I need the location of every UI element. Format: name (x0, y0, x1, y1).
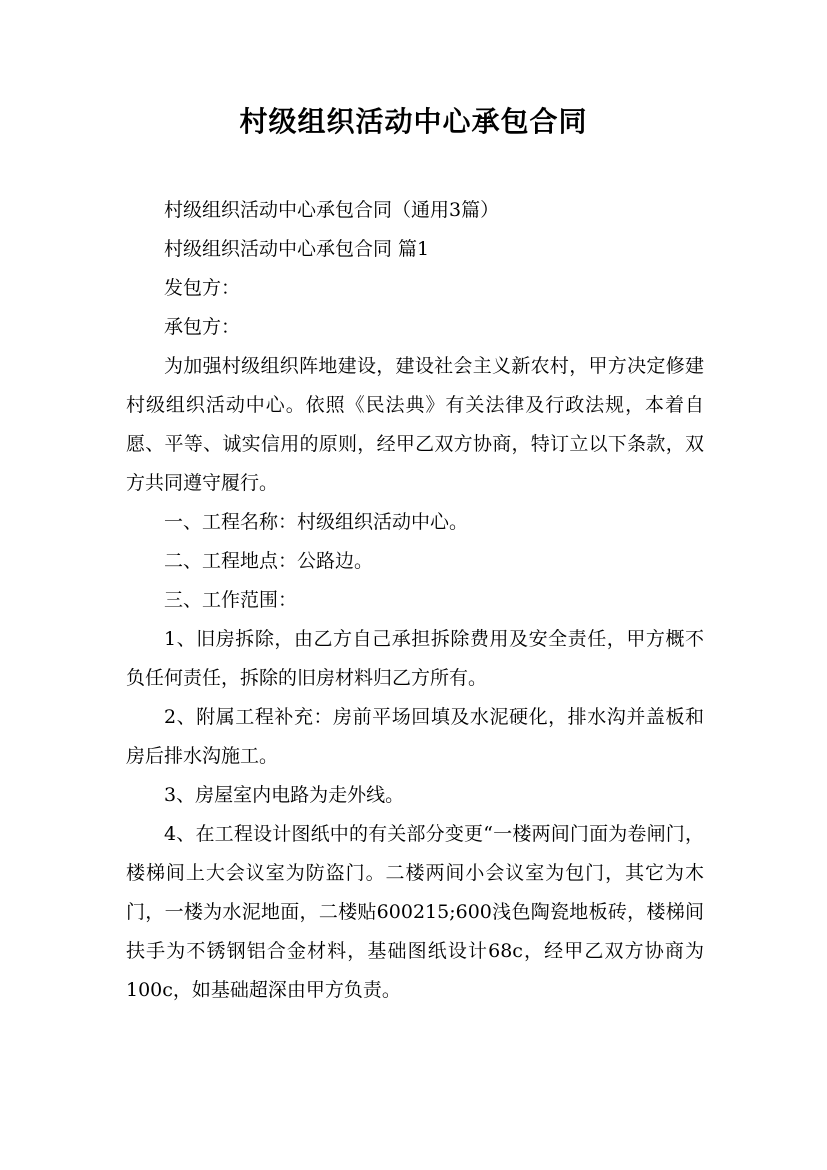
paragraph-section-heading: 村级组织活动中心承包合同 篇1 (164, 238, 430, 260)
paragraph-project-name: 一、工程名称：村级组织活动中心。 (164, 511, 469, 533)
paragraph-item-4: 4、在工程设计图纸中的有关部分变更“一楼两间门面为卷闸门，楼梯间上大会议室为防盗门。二楼两间小会议室为包门，其它为木门，一楼为水泥地面，二楼贴600215;600浅色陶瓷地板砖，楼梯间扶手为不锈钢铝合金材料，基础图纸设计68c，经甲乙双方协商为100c，如基础超深由甲方负责。 (126, 823, 704, 1001)
paragraph-item-3: 3、房屋室内电路为走外线。 (164, 784, 405, 806)
paragraph-contractee: 承包方： (164, 316, 241, 338)
paragraph-work-scope: 三、工作范围： (164, 589, 298, 611)
paragraph-subtitle: 村级组织活动中心承包合同（通用3篇） (164, 199, 500, 221)
paragraph-project-location: 二、工程地点：公路边。 (164, 550, 374, 572)
paragraph-preamble: 为加强村级组织阵地建设，建设社会主义新农村，甲方决定修建村级组织活动中心。依照《民法典》有关法律及行政法规，本着自愿、平等、诚实信用的原则，经甲乙双方协商，特订立以下条款，双方共同遵守履行。 (126, 355, 704, 494)
paragraph-contractor: 发包方： (164, 277, 241, 299)
paragraph-item-2: 2、附属工程补充：房前平场回填及水泥硬化，排水沟并盖板和房后排水沟施工。 (126, 706, 704, 767)
document-body (126, 191, 704, 1010)
document-title: 村级组织活动中心承包合同 (239, 105, 588, 138)
paragraph-item-1: 1、旧房拆除，由乙方自己承担拆除费用及安全责任，甲方概不负任何责任，拆除的旧房材料归乙方所有。 (126, 628, 704, 689)
